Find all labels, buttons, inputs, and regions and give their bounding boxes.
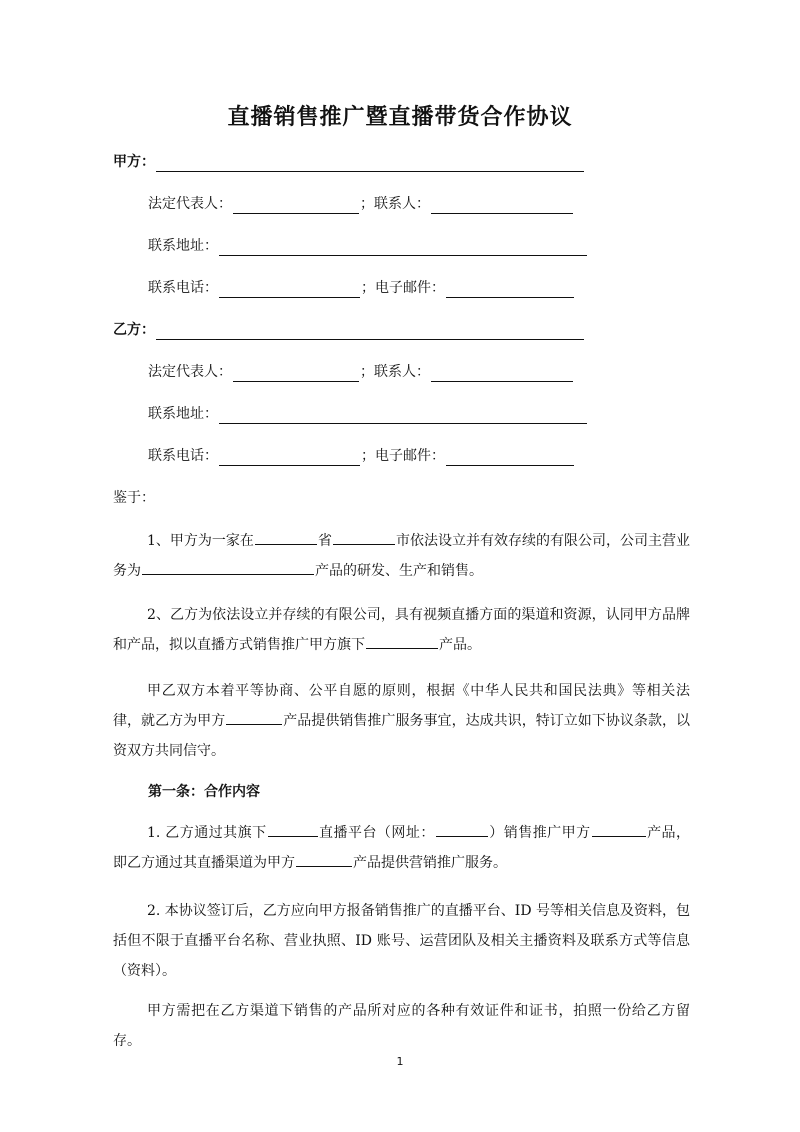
clause-1-text-b: 省 bbox=[317, 533, 332, 549]
clause-1-business-blank[interactable] bbox=[142, 560, 314, 575]
clause-2-text-a: 2、乙方为依法设立并存续的有限公司，具有视频直播方面的渠道和资源，认同甲方品牌和产品，拟以直播方式销售推广甲方旗下 bbox=[113, 607, 690, 653]
clause-3 bbox=[113, 676, 690, 766]
party-a-rep-row bbox=[148, 194, 574, 214]
party-a-rep-label: 法定代表人： bbox=[148, 196, 232, 212]
party-a-contact-label: 联系人： bbox=[374, 196, 430, 212]
party-b-address-row bbox=[148, 404, 588, 424]
item-1-text-d: 产品，即乙方通过其直播渠道为甲方 bbox=[113, 825, 691, 871]
party-b-phone-label: 联系电话： bbox=[148, 448, 218, 464]
page-number: 1 bbox=[396, 1055, 404, 1068]
clause-3-text-b: 产品提供销售推广服务事宜，达成共识，特订立如下协议条款，以资双方共同信守。 bbox=[113, 713, 691, 759]
party-b-row bbox=[113, 320, 585, 340]
article-1-heading-row bbox=[148, 782, 260, 802]
clause-1-text-c: 市依法设立并有效存续的有限公司，公司主营业务为 bbox=[113, 533, 691, 579]
item-1-text-b: 直播平台（网址： bbox=[318, 825, 435, 841]
party-a-phone-blank[interactable] bbox=[219, 282, 360, 298]
item-1-text-e: 产品提供营销推广服务。 bbox=[353, 855, 507, 871]
party-b-phone-blank[interactable] bbox=[219, 450, 360, 466]
party-a-address-blank[interactable] bbox=[219, 240, 587, 256]
clause-2 bbox=[113, 600, 690, 660]
party-a-address-label: 联系地址： bbox=[148, 238, 218, 254]
party-b-phone-row bbox=[148, 446, 575, 466]
party-b-email-blank[interactable] bbox=[446, 450, 574, 466]
party-a-sep2: ； bbox=[361, 280, 375, 296]
clause-1 bbox=[113, 526, 690, 586]
party-a-contact-blank[interactable] bbox=[431, 198, 573, 214]
whereas-label: 鉴于： bbox=[113, 490, 155, 506]
party-b-contact-blank[interactable] bbox=[431, 366, 573, 382]
party-b-contact-label: 联系人： bbox=[374, 364, 430, 380]
article-1-item-1 bbox=[113, 818, 690, 878]
clause-2-text-b: 产品。 bbox=[439, 637, 481, 653]
item-1-platform-blank[interactable] bbox=[268, 822, 318, 837]
party-a-phone-row bbox=[148, 278, 575, 298]
party-b-name-blank[interactable] bbox=[156, 324, 584, 340]
document-title: 直播销售推广暨直播带货合作协议 bbox=[227, 105, 573, 130]
item-1-product2-blank[interactable] bbox=[296, 852, 352, 867]
party-b-sep2: ； bbox=[361, 448, 375, 464]
clause-3-product-blank[interactable] bbox=[226, 710, 282, 725]
article-1-item-2: 2. 本协议签订后，乙方应向甲方报备销售推广的直播平台、ID 号等相关信息及资料，包括但不限于直播平台名称、营业执照、ID 账号、运营团队及相关主播资料及联系方式等信息（资料）。 bbox=[113, 903, 691, 979]
party-a-address-row bbox=[148, 236, 588, 256]
party-a-row bbox=[113, 152, 585, 172]
party-a-name-blank[interactable] bbox=[156, 156, 584, 172]
party-b-email-label: 电子邮件： bbox=[375, 448, 445, 464]
party-a-email-blank[interactable] bbox=[446, 282, 574, 298]
party-b-label: 乙方： bbox=[113, 322, 155, 338]
item-1-text-a: 1. 乙方通过其旗下 bbox=[147, 825, 267, 841]
clause-1-province-blank[interactable] bbox=[255, 530, 317, 545]
party-a-phone-label: 联系电话： bbox=[148, 280, 218, 296]
party-b-rep-blank[interactable] bbox=[233, 366, 359, 382]
party-b-address-label: 联系地址： bbox=[148, 406, 218, 422]
whereas-row bbox=[113, 488, 155, 508]
article-1-heading: 第一条：合作内容 bbox=[148, 784, 260, 800]
party-a-label: 甲方： bbox=[113, 154, 155, 170]
item-1-text-c: ）销售推广甲方 bbox=[488, 825, 591, 841]
item-1-product-blank[interactable] bbox=[592, 822, 646, 837]
party-a-sep1: ； bbox=[360, 196, 374, 212]
clause-1-text-d: 产品的研发、生产和销售。 bbox=[315, 563, 483, 579]
party-b-rep-row bbox=[148, 362, 574, 382]
clause-1-city-blank[interactable] bbox=[333, 530, 395, 545]
party-b-address-blank[interactable] bbox=[219, 408, 587, 424]
party-b-rep-label: 法定代表人： bbox=[148, 364, 232, 380]
party-b-sep1: ； bbox=[360, 364, 374, 380]
article-1-item-3: 甲方需把在乙方渠道下销售的产品所对应的各种有效证件和证书，拍照一份给乙方留存。 bbox=[113, 1003, 690, 1049]
item-1-url-blank[interactable] bbox=[436, 822, 488, 837]
clause-1-text-a: 1、甲方为一家在 bbox=[147, 533, 254, 549]
clause-3-text-a: 甲乙双方本着平等协商、公平自愿的原则，根据《中华人民共和国民法典》等相关法律，就乙方为甲方 bbox=[113, 683, 690, 729]
clause-2-product-blank[interactable] bbox=[366, 634, 438, 649]
party-a-rep-blank[interactable] bbox=[233, 198, 359, 214]
party-a-email-label: 电子邮件： bbox=[375, 280, 445, 296]
